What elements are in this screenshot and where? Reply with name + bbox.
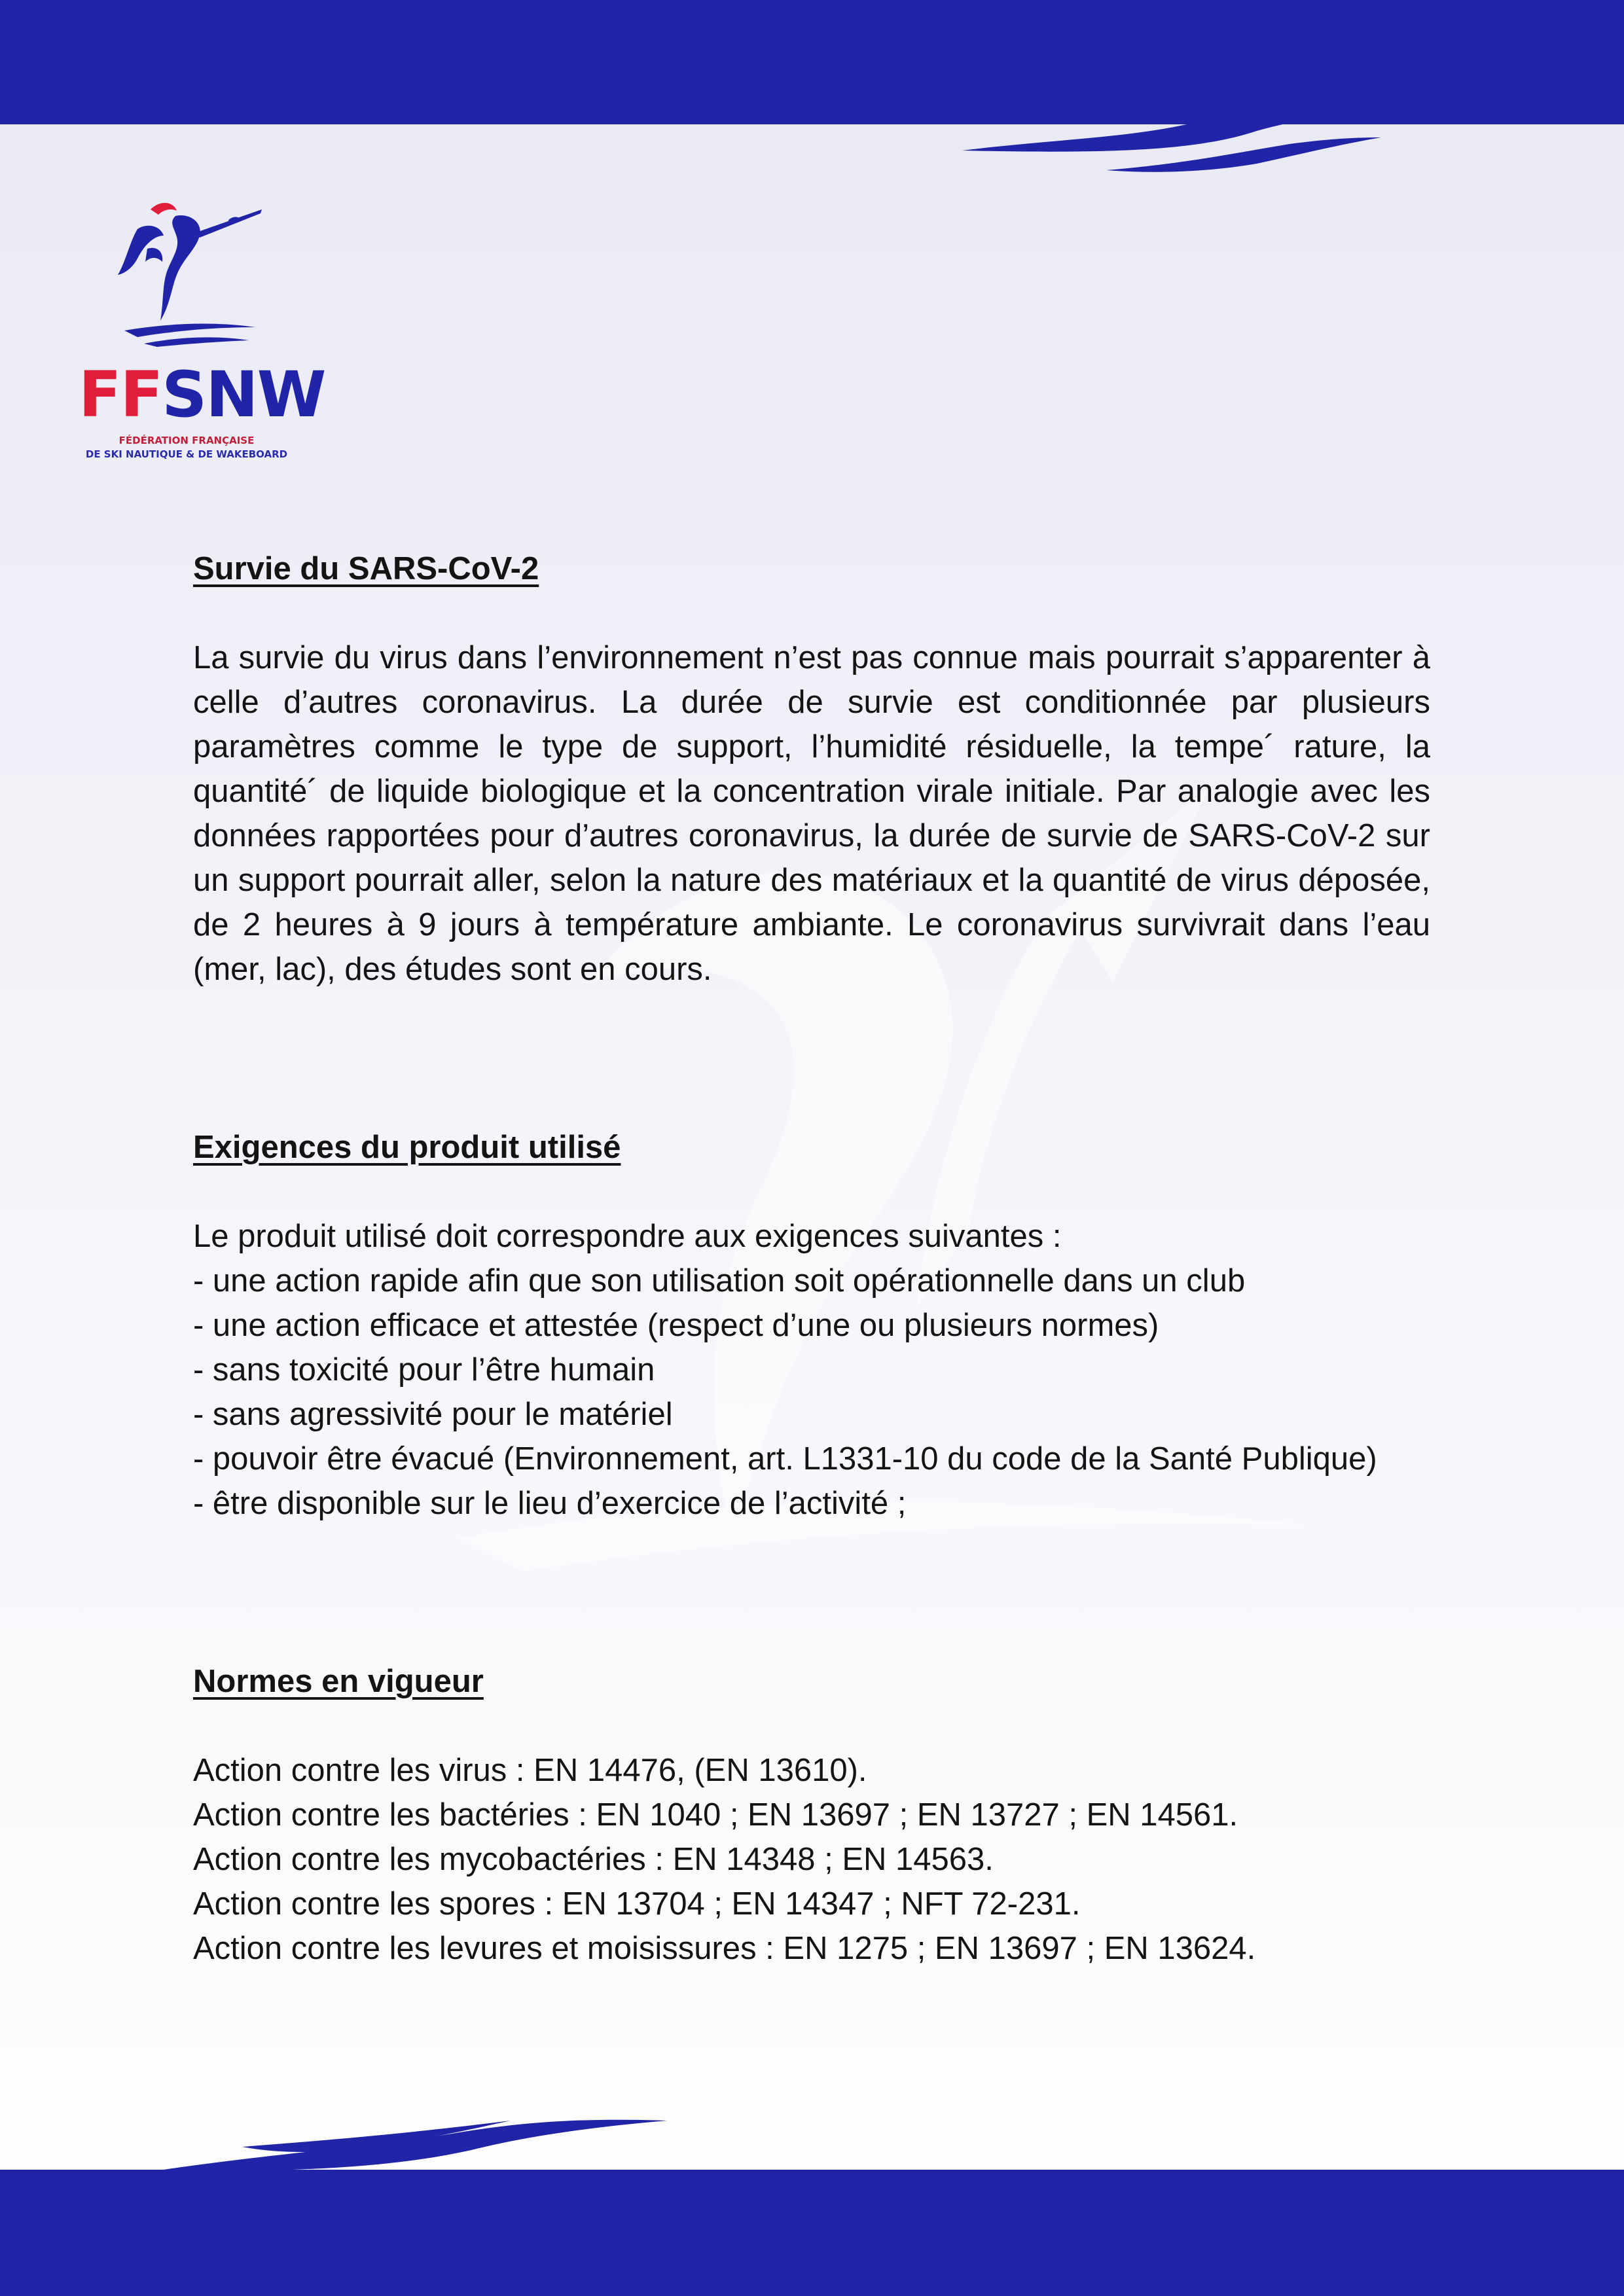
list-item: Action contre les bactéries : EN 1040 ; EN 13697 ; EN 13727 ; EN 14561. — [193, 1797, 1238, 1833]
list-item: - une action rapide afin que son utilisation soit opérationnelle dans un club — [193, 1263, 1246, 1299]
footer-band — [0, 2170, 1624, 2296]
list-item: Action contre les spores : EN 13704 ; EN 14347 ; NFT 72-231. — [193, 1886, 1081, 1922]
list-item: - sans toxicité pour l’être humain — [193, 1352, 655, 1388]
document-body — [193, 547, 1430, 1971]
list-item: Action contre les levures et moisissures : EN 1275 ; EN 13697 ; EN 13624. — [193, 1931, 1256, 1966]
header-wave-decoration — [949, 92, 1473, 183]
logo-wordmark: FFSNW — [79, 358, 325, 431]
logo-subtitle-line1: FÉDÉRATION FRANÇAISE — [118, 435, 255, 446]
water-skier-rooster-icon — [98, 196, 275, 347]
logo-subtitle-line2: DE SKI NAUTIQUE & DE WAKEBOARD — [85, 448, 288, 460]
section-heading-exigences: Exigences du produit utilisé — [193, 1130, 621, 1165]
section-heading-survie: Survie du SARS-CoV-2 — [193, 551, 539, 586]
exigences-list — [193, 1214, 1430, 1526]
normes-list — [193, 1748, 1430, 1971]
section-paragraph-survie: La survie du virus dans l’environnement n’est pas connue mais pourrait s’apparenter à celle d’autres coronavirus. La durée de survie est conditionnée par plusieurs paramètres comme le type de support, l’humidité résiduelle, la tempe´ rature, la quantité´ de liquide biologique et la concentration virale initiale. Par analogie avec les données rapportées pour d’autres coronavirus, la durée de survie de SARS-CoV-2 sur un support pourrait aller, selon la nature des matériaux et la quantité de virus déposée, de 2 heures à 9 jours à température ambiante. Le coronavirus survivrait dans l’eau (mer, lac), des études sont en cours. — [193, 640, 1430, 987]
list-item: - sans agressivité pour le matériel — [193, 1397, 673, 1432]
ffsnw-logo — [79, 196, 325, 465]
list-item: - une action efficace et attestée (respect d’une ou plusieurs normes) — [193, 1308, 1159, 1343]
list-item: Action contre les mycobactéries : EN 14348 ; EN 14563. — [193, 1842, 994, 1877]
list-item: - pouvoir être évacué (Environnement, art. L1331-10 du code de la Santé Publique) — [193, 1441, 1377, 1477]
footer-wave-decoration — [144, 2108, 681, 2179]
list-item: Action contre les virus : EN 14476, (EN 13610). — [193, 1753, 867, 1788]
list-item: - être disponible sur le lieu d’exercice de l’activité ; — [193, 1486, 907, 1521]
list-item: Le produit utilisé doit correspondre aux exigences suivantes : — [193, 1219, 1062, 1254]
section-heading-normes: Normes en vigueur — [193, 1664, 484, 1699]
